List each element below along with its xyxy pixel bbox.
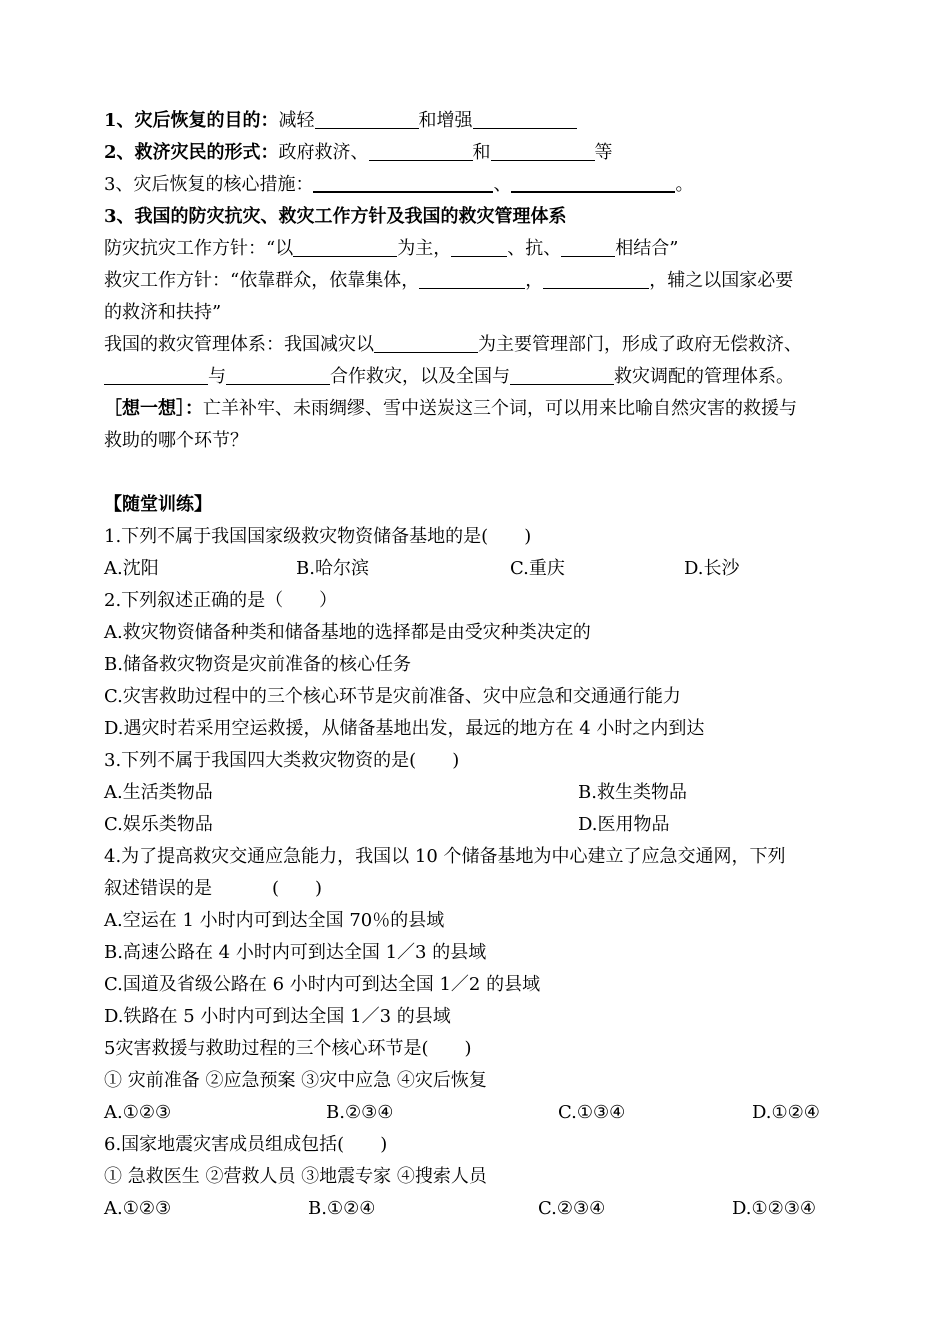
- line-text: 为主要管理部门，形成了政府无偿救济、: [478, 334, 802, 355]
- line-text: 政府救济、: [278, 142, 369, 163]
- line-text: ，: [525, 270, 544, 291]
- review-line-1: [104, 105, 849, 137]
- line-text: 防灾抗灾工作方针：“以: [104, 238, 294, 259]
- blank[interactable]: [369, 140, 473, 161]
- option-a[interactable]: A.救灾物资储备种类和储备基地的选择都是由受灾种类决定的: [104, 622, 591, 643]
- blank[interactable]: [510, 364, 614, 385]
- line-text: 为主，: [397, 238, 452, 259]
- review-line-8: [104, 329, 849, 361]
- option-b[interactable]: B.哈尔滨: [296, 558, 369, 579]
- line-text: 与: [208, 366, 226, 387]
- option-a[interactable]: A.空运在 1 小时内可到达全国 70％的县域: [104, 910, 445, 931]
- blank[interactable]: [104, 364, 208, 385]
- blank[interactable]: [561, 236, 615, 257]
- question-5-items: ① 灾前准备 ②应急预案 ③灾中应急 ④灾后恢复: [104, 1070, 487, 1091]
- line-label: 1、灾后恢复的目的：: [104, 110, 279, 131]
- blank[interactable]: [491, 140, 595, 161]
- line-text: 、: [493, 174, 512, 195]
- line-text: 救灾工作方针：“依靠群众，依靠集体，: [104, 270, 420, 291]
- line-text: ，辅之以国家必要: [649, 270, 794, 291]
- option-a[interactable]: A.生活类物品: [104, 782, 213, 803]
- option-c[interactable]: C.娱乐类物品: [104, 814, 213, 835]
- option-c[interactable]: C.灾害救助过程中的三个核心环节是灾前准备、灾中应急和交通通行能力: [104, 686, 681, 707]
- option-d[interactable]: D.长沙: [684, 558, 740, 579]
- option-a[interactable]: A.①②③: [104, 1102, 172, 1123]
- line-text: 叙述错误的是: [104, 878, 212, 899]
- blank[interactable]: [473, 108, 577, 129]
- line-text: 我国的救灾管理体系：我国减灾以: [104, 334, 374, 355]
- review-line-6: [104, 265, 849, 297]
- question-3-options-row2: [104, 809, 849, 841]
- line-text: 救灾调配的管理体系。: [614, 366, 794, 387]
- blank[interactable]: [315, 108, 419, 129]
- question-1: 1.下列不属于我国国家级救灾物资储备基地的是( ): [104, 526, 532, 547]
- option-d[interactable]: D.遇灾时若采用空运救援，从储备基地出发，最远的地方在 4 小时之内到达: [104, 718, 705, 739]
- question-3-options-row1: [104, 777, 849, 809]
- think-line-1: [104, 393, 849, 425]
- review-line-9: [104, 361, 849, 393]
- option-b[interactable]: B.②③④: [326, 1102, 394, 1123]
- question-1-options: [104, 553, 849, 585]
- question-6-options: [104, 1193, 849, 1225]
- option-b[interactable]: B.高速公路在 4 小时内可到达全国 1／3 的县域: [104, 942, 487, 963]
- section-heading: 3、我国的防灾抗灾、救灾工作方针及我国的救灾管理体系: [104, 206, 567, 227]
- question-5-options: [104, 1097, 849, 1129]
- blank[interactable]: [226, 364, 330, 385]
- option-d[interactable]: D.①②④: [752, 1102, 820, 1123]
- blank[interactable]: [451, 236, 507, 257]
- line-text: 、抗、: [507, 238, 562, 259]
- line-label: 2、救济灾民的形式：: [104, 142, 279, 163]
- option-d[interactable]: D.医用物品: [578, 814, 670, 835]
- question-5: 5灾害救援与救助过程的三个核心环节是( ): [104, 1038, 472, 1059]
- blank[interactable]: [419, 268, 525, 289]
- line-text: 合作救灾，以及全国与: [330, 366, 510, 387]
- line-text: 和: [472, 142, 491, 163]
- line-text: 相结合”: [615, 238, 679, 259]
- review-line-2: [104, 137, 849, 169]
- answer-paren: ( ): [272, 878, 323, 899]
- option-c[interactable]: C.国道及省级公路在 6 小时内可到达全国 1／2 的县域: [104, 974, 541, 995]
- blank[interactable]: [543, 268, 649, 289]
- option-b[interactable]: B.①②④: [308, 1198, 376, 1219]
- option-c[interactable]: C.②③④: [538, 1198, 606, 1219]
- think-line-2: 救助的哪个环节？: [104, 430, 248, 451]
- option-c[interactable]: C.重庆: [510, 558, 565, 579]
- option-b[interactable]: B.储备救灾物资是灾前准备的核心任务: [104, 654, 411, 675]
- line-text: 亡羊补牢、未雨绸缪、雪中送炭这三个词，可以用来比喻自然灾害的救援与: [203, 398, 797, 419]
- blank[interactable]: [374, 332, 478, 353]
- question-6: 6.国家地震灾害成员组成包括( ): [104, 1134, 388, 1155]
- line-label: 3、灾后恢复的核心措施：: [104, 174, 314, 195]
- option-c[interactable]: C.①③④: [558, 1102, 626, 1123]
- review-line-7: 的救济和扶持”: [104, 302, 222, 323]
- question-6-items: ① 急救医生 ②营救人员 ③地震专家 ④搜索人员: [104, 1166, 487, 1187]
- blank[interactable]: [511, 171, 675, 193]
- line-text: 减轻: [278, 110, 315, 131]
- practice-heading: 【随堂训练】: [104, 494, 212, 515]
- line-text: 。: [675, 174, 694, 195]
- worksheet: [104, 105, 849, 1225]
- question-2: 2.下列叙述正确的是（ ）: [104, 590, 338, 611]
- option-d[interactable]: D.铁路在 5 小时内可到达全国 1／3 的县域: [104, 1006, 451, 1027]
- question-4-line-1: 4.为了提高救灾交通应急能力，我国以 10 个储备基地为中心建立了应急交通网，下列: [104, 846, 786, 867]
- question-3: 3.下列不属于我国四大类救灾物资的是( ): [104, 750, 460, 771]
- review-line-5: [104, 233, 849, 265]
- review-line-3: [104, 169, 849, 201]
- question-4-line-2: [104, 873, 849, 905]
- blank[interactable]: [313, 171, 493, 193]
- option-b[interactable]: B.救生类物品: [578, 782, 687, 803]
- option-a[interactable]: A.沈阳: [104, 558, 159, 579]
- line-text: 和增强: [418, 110, 473, 131]
- option-a[interactable]: A.①②③: [104, 1198, 172, 1219]
- think-label: ［想一想］：: [104, 398, 203, 419]
- line-text: 等: [594, 142, 613, 163]
- blank[interactable]: [293, 236, 397, 257]
- option-d[interactable]: D.①②③④: [732, 1198, 817, 1219]
